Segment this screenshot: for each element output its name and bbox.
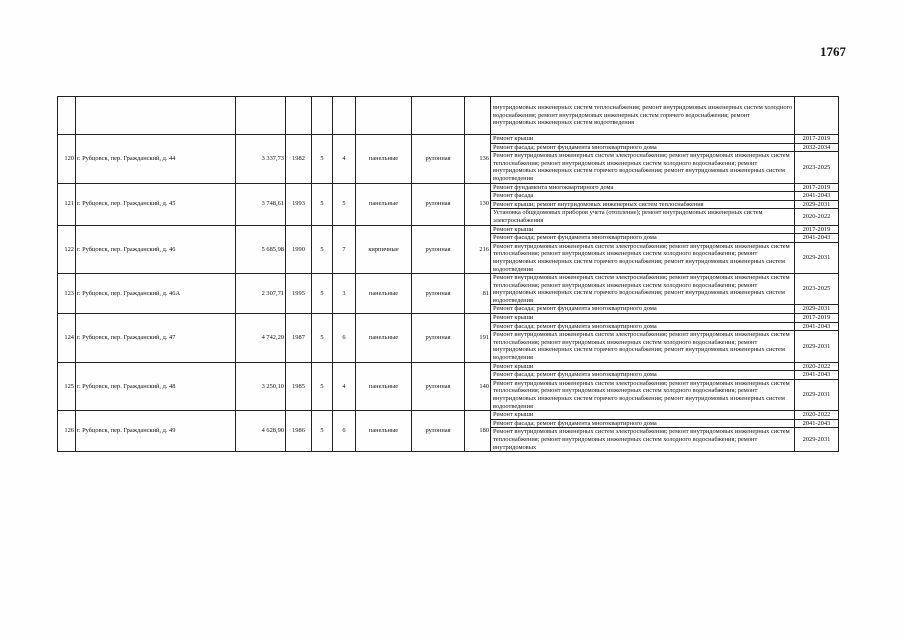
repair-work: Ремонт крыши [491,135,795,144]
residents-count: 216 [465,225,491,274]
empty-cell [58,97,76,135]
entrances-count: 5 [333,183,356,225]
house-area: 4 742,20 [236,314,286,363]
roof-type: рулонная [412,362,465,411]
wall-material: панельные [356,411,412,452]
repair-work: Ремонт внутридомовых инженерных систем электроснабжения; ремонт внутридомовых инженерных систем теплоснабжения; ремонт внутридомовых инженерных систем холодного водоснабжения; ремонт внутридомовых инженерных систем горячего водоснабжения; ремонт внутридомовых инженерных систем водоотведения [491,152,795,183]
entrances-count: 7 [333,225,356,274]
empty-cell [312,97,333,135]
roof-type: рулонная [412,225,465,274]
repair-years: 2041-2043 [795,192,839,201]
house-repair-table [57,96,839,452]
house-number: 126 [58,411,76,452]
repair-work: Ремонт фасада; ремонт фундамента многоквартирного дома [491,143,795,152]
repair-years: 2020-2022 [795,411,839,420]
repair-years: 2041-2043 [795,234,839,243]
wall-material: панельные [356,314,412,363]
house-address: г. Рубцовск, пер. Гражданский, д. 46 [76,225,236,274]
entrances-count: 4 [333,135,356,184]
repair-work: Ремонт крыши [491,314,795,323]
repair-work: Установка общедомовых приборов учета (отопление); ремонт внутридомовых инженерных систем электроснабжения [491,209,795,225]
repair-work: Ремонт фасада; ремонт фундамента многоквартирного дома [491,234,795,243]
entrances-count: 6 [333,411,356,452]
empty-cell [76,97,236,135]
repair-years: 2017-2019 [795,314,839,323]
repair-work: Ремонт внутридомовых инженерных систем электроснабжения; ремонт внутридомовых инженерных систем теплоснабжения; ремонт внутридомовых инженерных систем холодного водоснабжения; ремонт внутридомовых инженерных систем горячего водоснабжения; ремонт внутридомовых инженерных систем водоотведения [491,379,795,410]
repair-years: 2041-2043 [795,419,839,428]
house-address: г. Рубцовск, пер. Гражданский, д. 44 [76,135,236,184]
repair-years: 2023-2025 [795,274,839,305]
floors-count: 5 [312,135,333,184]
roof-type: рулонная [412,314,465,363]
house-area: 2 307,71 [236,274,286,314]
construction-year: 1982 [286,135,312,184]
empty-cell [465,97,491,135]
residents-count: 130 [465,183,491,225]
table-row [58,362,839,371]
repair-work: Ремонт фундамента многоквартирного дома [491,183,795,192]
house-number: 124 [58,314,76,363]
house-number: 122 [58,225,76,274]
entrances-count: 4 [333,362,356,411]
house-number: 120 [58,135,76,184]
empty-cell [236,97,286,135]
repair-years: 2029-2031 [795,242,839,273]
repair-years: 2032-2034 [795,143,839,152]
construction-year: 1985 [286,362,312,411]
house-area: 4 628,90 [236,411,286,452]
construction-year: 1993 [286,183,312,225]
floors-count: 5 [312,274,333,314]
house-address: г. Рубцовск, пер. Гражданский, д. 48 [76,362,236,411]
repair-work: Ремонт внутридомовых инженерных систем электроснабжения; ремонт внутридомовых инженерных систем теплоснабжения; ремонт внутридомовых инженерных систем холодного водоснабжения; ремонт внутридомовых инженерных систем горячего водоснабжения; ремонт внутридомовых инженерных систем водоотведения [491,242,795,273]
entrances-count: 6 [333,314,356,363]
repair-years: 2029-2031 [795,428,839,452]
floors-count: 5 [312,362,333,411]
construction-year: 1990 [286,225,312,274]
house-number: 121 [58,183,76,225]
repair-work: Ремонт фасада; ремонт фундамента многоквартирного дома [491,419,795,428]
house-area: 5 685,98 [236,225,286,274]
table-row [58,183,839,192]
repair-years: 2020-2022 [795,209,839,225]
table-row [58,225,839,234]
page-number: 1767 [820,44,846,59]
repair-years: 2029-2031 [795,379,839,410]
repair-work: Ремонт фасада [491,192,795,201]
repair-years: 2041-2043 [795,371,839,380]
table-row [58,314,839,323]
wall-material: кирпичные [356,225,412,274]
empty-cell [356,97,412,135]
table-row [58,411,839,420]
repair-years: 2041-2043 [795,322,839,331]
construction-year: 1995 [286,274,312,314]
repair-years: 2029-2031 [795,331,839,362]
house-address: г. Рубцовск, пер. Гражданский, д. 45 [76,183,236,225]
roof-type: рулонная [412,411,465,452]
residents-count: 180 [465,411,491,452]
repair-work: Ремонт крыши [491,225,795,234]
house-address: г. Рубцовск, пер. Гражданский, д. 49 [76,411,236,452]
entrances-count: 3 [333,274,356,314]
floors-count: 5 [312,411,333,452]
empty-cell [412,97,465,135]
wall-material: панельные [356,135,412,184]
wall-material: панельные [356,183,412,225]
repair-years: 2029-2031 [795,200,839,209]
house-number: 125 [58,362,76,411]
wall-material: панельные [356,274,412,314]
repair-work: Ремонт фасада; ремонт фундамента многоквартирного дома [491,322,795,331]
roof-type: рулонная [412,183,465,225]
table-row [58,135,839,144]
repair-work: Ремонт крыши [491,411,795,420]
repair-years: 2017-2019 [795,225,839,234]
repair-work: Ремонт внутридомовых инженерных систем электроснабжения; ремонт внутридомовых инженерных систем теплоснабжения; ремонт внутридомовых инженерных систем холодного водоснабжения; ремонт внутридомовых [491,428,795,452]
house-address: г. Рубцовск, пер. Гражданский, д. 47 [76,314,236,363]
wall-material: панельные [356,362,412,411]
floors-count: 5 [312,225,333,274]
carry-over-row [58,97,839,135]
empty-cell [333,97,356,135]
repair-years: 2017-2019 [795,183,839,192]
repair-years: 2017-2019 [795,135,839,144]
residents-count: 191 [465,314,491,363]
residents-count: 140 [465,362,491,411]
floors-count: 5 [312,183,333,225]
house-address: г. Рубцовск, пер. Гражданский, д. 46А [76,274,236,314]
floors-count: 5 [312,314,333,363]
carry-over-works: внутридомовых инженерных систем теплоснабжения; ремонт внутридомовых инженерных систем холодного водоснабжения; ремонт внутридомовых инженерных систем горячего водоснабжения; ремонт внутридомовых инженерных систем водоотведения [491,97,795,135]
residents-count: 81 [465,274,491,314]
house-number: 123 [58,274,76,314]
roof-type: рулонная [412,135,465,184]
house-area: 3 748,61 [236,183,286,225]
repair-work: Ремонт фасада; ремонт фундамента многоквартирного дома [491,305,795,314]
empty-cell [286,97,312,135]
repair-work: Ремонт крыши [491,362,795,371]
repair-work: Ремонт внутридомовых инженерных систем электроснабжения; ремонт внутридомовых инженерных систем теплоснабжения; ремонт внутридомовых инженерных систем холодного водоснабжения; ремонт внутридомовых инженерных систем горячего водоснабжения; ремонт внутридомовых инженерных систем водоотведения [491,274,795,305]
roof-type: рулонная [412,274,465,314]
house-area: 3 250,10 [236,362,286,411]
construction-year: 1987 [286,314,312,363]
empty-cell [795,97,839,135]
repair-work: Ремонт крыши; ремонт внутридомовых инженерных систем теплоснабжения [491,200,795,209]
repair-years: 2020-2022 [795,362,839,371]
repair-work: Ремонт фасада; ремонт фундамента многоквартирного дома [491,371,795,380]
residents-count: 136 [465,135,491,184]
construction-year: 1986 [286,411,312,452]
table-row [58,274,839,305]
repair-years: 2029-2031 [795,305,839,314]
house-area: 3 337,73 [236,135,286,184]
repair-work: Ремонт внутридомовых инженерных систем электроснабжения; ремонт внутридомовых инженерных систем теплоснабжения; ремонт внутридомовых инженерных систем холодного водоснабжения; ремонт внутридомовых инженерных систем горячего водоснабжения; ремонт внутридомовых инженерных систем водоотведения [491,331,795,362]
repair-years: 2023-2025 [795,152,839,183]
